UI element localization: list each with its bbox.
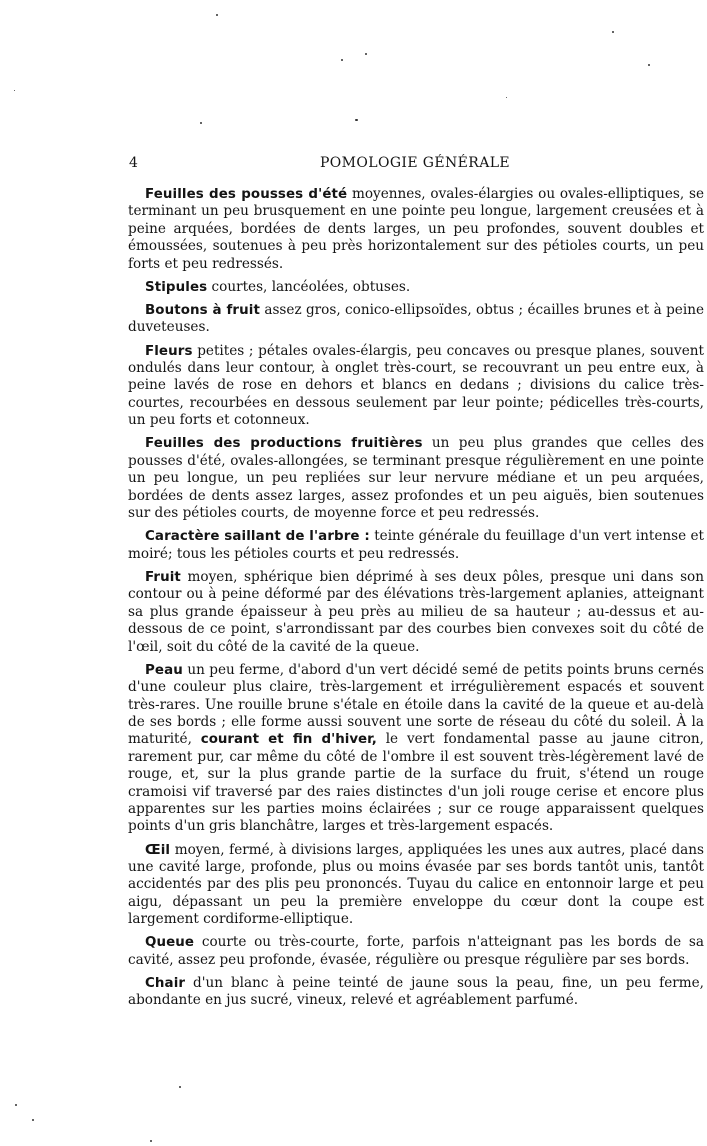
paragraph-lead: Œil xyxy=(145,842,171,858)
paragraph-lead: Queue xyxy=(145,935,195,951)
paragraph-text: petites ; pétales ovales-élargis, peu concaves ou presque planes, souvent ondulés dans leur contour, à onglet très-court, se recouvrant un peu entre eux, à peine lavés de rose en dehors et blancs en dedans ; divisions du calice très-courtes, recourbées en dessous seulement par leur pointe; pédicelles très-courts, un peu forts et cotonneux. xyxy=(128,342,704,429)
scan-speck xyxy=(341,59,343,61)
paragraph-lead: Boutons à fruit xyxy=(145,303,260,319)
scan-speck xyxy=(506,97,507,98)
paragraph-chair xyxy=(128,975,704,1010)
paragraph-text-continued: le vert fondamental passe au jaune citron, rarement pur, car même du côté de l'ombre il est souvent très-légèrement lavé de rouge, et, sur la plus grande partie de la surface du fruit, s'étend un rouge cramoisi vif traversé par des raies distinctes d'un joli rouge cerise et encore plus apparentes sur les parties moins éclairées ; sur ce rouge apparaissent quelques points d'un gris blanchâtre, larges et très-largement espacés. xyxy=(128,731,704,835)
paragraph-lead: Caractère saillant de l'arbre : xyxy=(145,529,370,545)
paragraph-boutons xyxy=(128,302,704,337)
paragraph-fleurs xyxy=(128,343,704,430)
paragraph-lead: Peau xyxy=(145,662,183,678)
paragraph-feuilles-pousses xyxy=(128,186,704,273)
page-number: 4 xyxy=(129,155,139,171)
paragraph-lead: Fruit xyxy=(145,569,181,585)
paragraph-text: assez gros, conico-ellipsoïdes, obtus ; écailles brunes et à peine duveteuses. xyxy=(128,302,704,336)
scan-speck xyxy=(216,14,218,16)
paragraph-text: moyen, fermé, à divisions larges, appliquées les unes aux autres, placé dans une cavité large, profonde, plus ou moins évasée par ses bords tantôt unis, tantôt accidentés par des plis peu prononcés. Tuyau du calice en entonnoir large et peu aigu, dépassant un peu la première enveloppe du cœur dont la coupe est largement cordiforme-elliptique. xyxy=(128,841,704,928)
paragraph-peau xyxy=(128,662,704,836)
paragraph-feuilles-productions xyxy=(128,435,704,522)
body-text xyxy=(128,186,704,1016)
paragraph-stipules xyxy=(128,279,704,296)
scan-speck xyxy=(32,1119,34,1121)
paragraph-text: d'un blanc à peine teinté de jaune sous la peau, fine, un peu ferme, abondante en jus sucré, vineux, relevé et agréablement parfumé. xyxy=(128,975,704,1009)
paragraph-text: moyen, sphérique bien déprimé à ses deux pôles, presque uni dans son contour ou à peine déformé par des élévations très-largement aplanies, atteignant sa plus grande épaisseur à peu près au milieu de sa hauteur ; au-dessus et au-dessous de ce point, s'arrondissant par des courbes bien convexes soit du côté de l'œil, soit du côté de la cavité de la queue. xyxy=(128,568,704,655)
scan-speck xyxy=(355,119,358,121)
scan-speck xyxy=(200,122,202,124)
paragraph-text: moyennes, ovales-élargies ou ovales-elliptiques, se terminant un peu brusquement en une pointe peu longue, largement creusées et à peine arquées, bordées de dents larges, un peu profondes, souvent doubles et émoussées, soutenues à peu près horizontalement sur des pétioles courts, un peu forts et peu redressés. xyxy=(128,186,704,272)
scan-speck xyxy=(648,64,650,66)
paragraph-text: un peu plus grandes que celles des pousses d'été, ovales-allongées, se terminant presque régulièrement en une pointe un peu longue, un peu repliées sur leur nervure médiane et un peu arquées, bordées de dents assez larges, assez profondes et un peu aiguës, bien soutenues sur des pétioles courts, de moyenne force et peu redressés. xyxy=(128,435,705,522)
paragraph-queue xyxy=(128,934,704,969)
paragraph-lead: Fleurs xyxy=(145,343,193,359)
running-title: POMOLOGIE GÉNÉRALE xyxy=(319,155,511,171)
paragraph-text: courte ou très-courte, forte, parfois n'atteignant pas les bords de sa cavité, assez peu profonde, évasée, régulière ou presque régulière par ses bords. xyxy=(128,934,704,968)
scan-speck xyxy=(179,1086,181,1088)
scan-speck xyxy=(14,90,15,91)
paragraph-lead: Stipules xyxy=(145,279,208,295)
paragraph-fruit xyxy=(128,569,704,656)
paragraph-lead: Feuilles des productions fruitières xyxy=(145,436,423,452)
paragraph-text: courtes, lancéolées, obtuses. xyxy=(207,278,411,295)
scan-speck xyxy=(365,53,367,55)
scan-speck xyxy=(612,31,614,33)
page-header xyxy=(128,155,702,175)
paragraph-oeil xyxy=(128,842,704,929)
paragraph-text: teinte générale du feuillage d'un vert intense et moiré; tous les pétioles courts et peu redressés. xyxy=(128,528,704,562)
paragraph-lead: Feuilles des pousses d'été xyxy=(145,187,348,202)
scan-speck xyxy=(15,1104,17,1106)
paragraph-text: un peu ferme, d'abord d'un vert décidé semé de petits points bruns cernés d'une couleur plus claire, très-largement et irrégulièrement espacés et souvent très-rares. Une rouille brune s'étale en étoile dans la cavité de la queue et au-delà de ses bords ; elle forme aussi souvent une sorte de réseau du côté du soleil. À la maturité, xyxy=(128,661,704,748)
paragraph-lead: Chair xyxy=(145,976,186,992)
maturity-season: courant et fin d'hiver, xyxy=(200,732,377,748)
paragraph-caractere xyxy=(128,528,704,563)
scan-speck xyxy=(150,1140,152,1142)
